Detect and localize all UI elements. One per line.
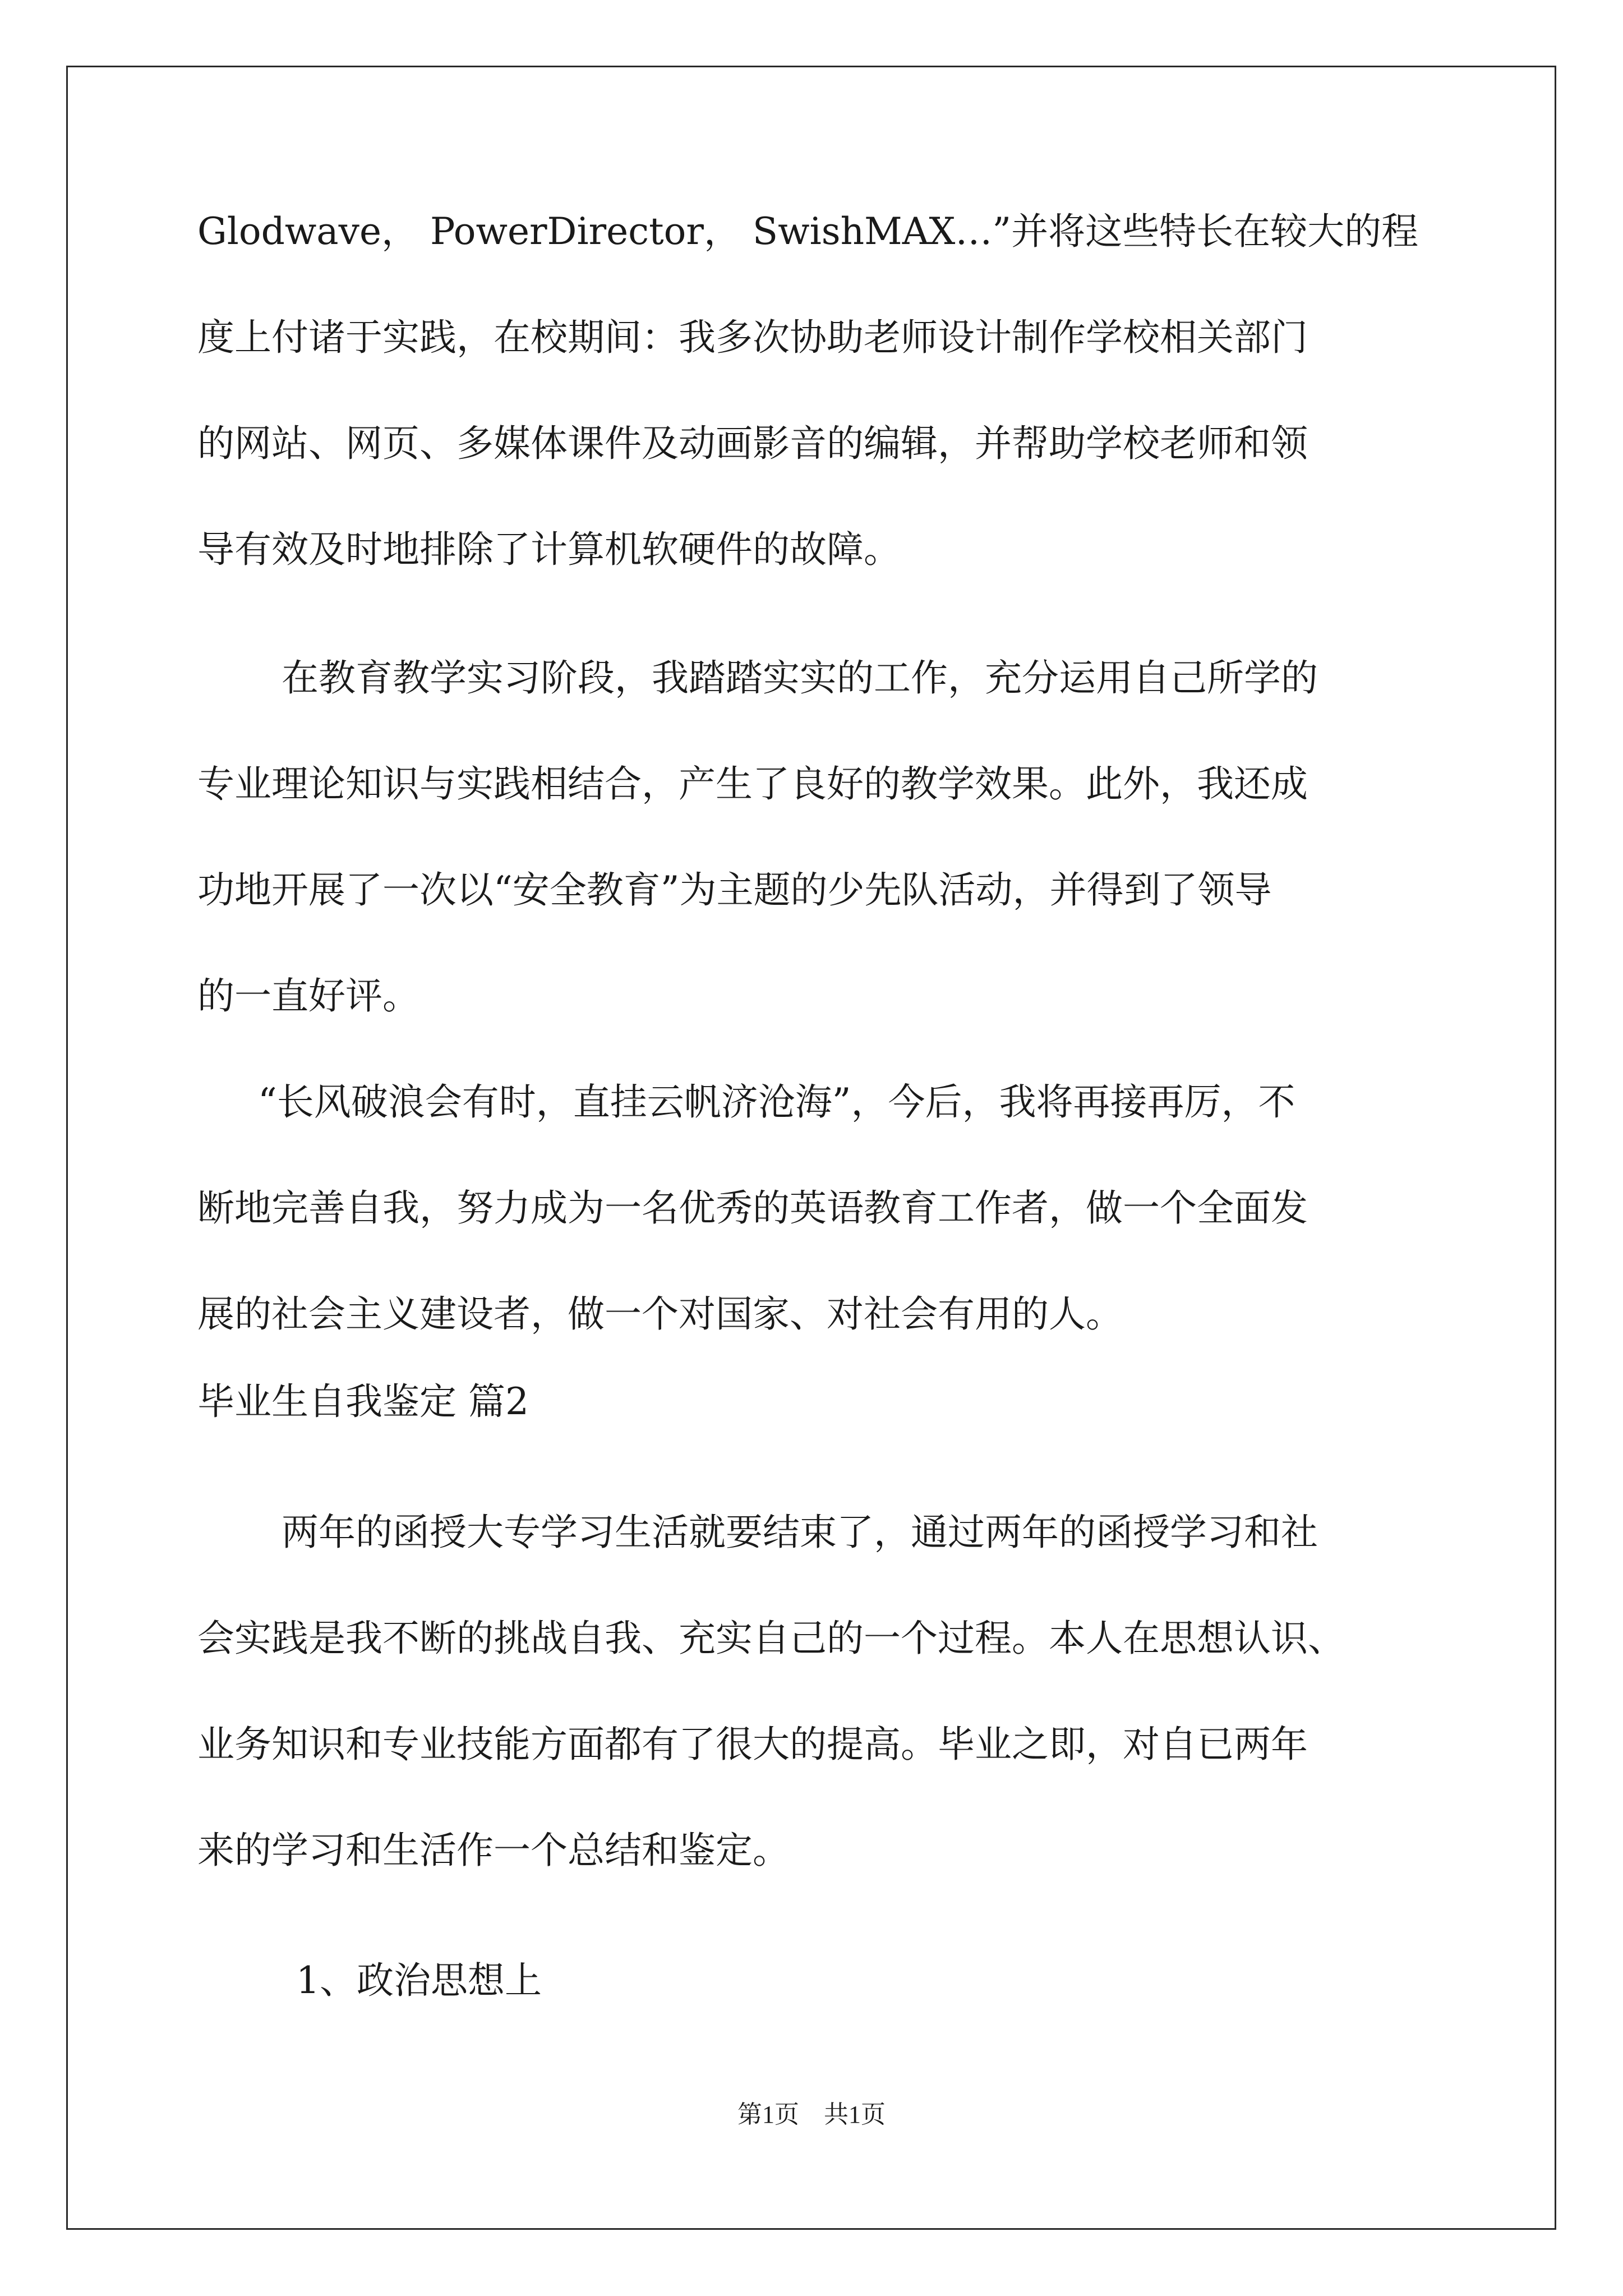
paragraph-line-14: 业务知识和专业技能方面都有了很大的提高。毕业之即，对自已两年 bbox=[197, 1723, 1308, 1766]
paragraph-line-10: 断地完善自我，努力成为一名优秀的英语教育工作者，做一个全面发 bbox=[197, 1186, 1308, 1230]
paragraph-line-12: 两年的函授大专学习生活就要结束了，通过两年的函授学习和社 bbox=[282, 1511, 1318, 1554]
paragraph-line-9: “长风破浪会有时，直挂云帆济沧海”，今后，我将再接再厉，不 bbox=[258, 1080, 1295, 1124]
paragraph-line-6: 专业理论知识与实践相结合，产生了良好的教学效果。此外，我还成 bbox=[197, 762, 1308, 806]
paragraph-line-3: 的网站、网页、多媒体课件及动画影音的编辑，并帮助学校老师和领 bbox=[197, 422, 1308, 465]
paragraph-line-4: 导有效及时地排除了计算机软硬件的故障。 bbox=[197, 528, 901, 571]
paragraph-line-1: Glodwave， PowerDirector， SwishMAX…”并将这些特长在较大的程 bbox=[197, 210, 1419, 253]
paragraph-line-15: 来的学习和生活作一个总结和鉴定。 bbox=[197, 1829, 790, 1872]
paragraph-line-11: 展的社会主义建设者，做一个对国家、对社会有用的人。 bbox=[197, 1292, 1123, 1336]
paragraph-line-5: 在教育教学实习阶段，我踏踏实实的工作，充分运用自己所学的 bbox=[282, 656, 1318, 700]
section-heading: 毕业生自我鉴定 篇2 bbox=[197, 1380, 529, 1423]
list-item-heading: 1、政治思想上 bbox=[296, 1959, 542, 2002]
page-number-footer: 第1页 共1页 bbox=[737, 2101, 886, 2128]
paragraph-line-13: 会实践是我不断的挑战自我、充实自己的一个过程。本人在思想认识、 bbox=[197, 1617, 1345, 1660]
paragraph-line-7: 功地开展了一次以“安全教育”为主题的少先队活动，并得到了领导 bbox=[197, 868, 1272, 912]
paragraph-line-2: 度上付诸于实践，在校期间：我多次协助老师设计制作学校相关部门 bbox=[197, 316, 1308, 359]
page-frame bbox=[66, 66, 1556, 2230]
paragraph-line-8: 的一直好评。 bbox=[197, 974, 419, 1018]
